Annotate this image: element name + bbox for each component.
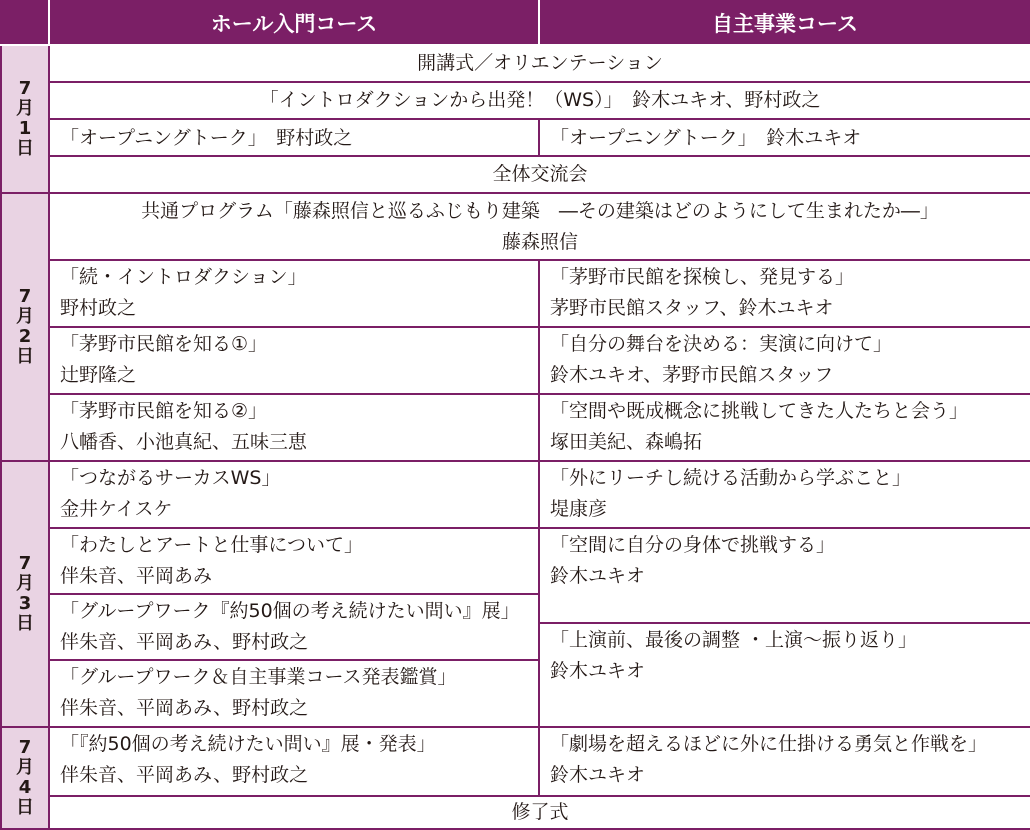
session-title: 「『約50個の考え続けたい問い』展・発表」 (60, 732, 436, 755)
day1-exchange-row (1, 156, 1030, 193)
day4-closing-row (1, 796, 1030, 829)
session-title: 「劇場を超えるほどに外に仕掛ける勇気と作戦を」 (550, 732, 988, 755)
day3-self-session-1 (539, 461, 1030, 527)
session-title: 「上演前、最後の調整 ・上演～振り返り」 (550, 628, 918, 651)
date-day4-month: 月 (16, 756, 34, 778)
day3-hall-session-2 (49, 528, 539, 594)
session-title: 「空間に自分の身体で挑戦する」 (550, 533, 836, 556)
session-speaker: 塚田美紀、森嶋拓 (550, 431, 703, 454)
session-speaker: 鈴木ユキオ (550, 659, 646, 682)
day2-common-row (1, 193, 1030, 260)
day1-opening: 開講式／オリエンテーション (49, 45, 1030, 82)
header-corner (1, 1, 49, 45)
session-title: 「グループワーク＆自主事業コース発表鑑賞」 (60, 665, 457, 688)
date-day3-daynum: 3 (18, 593, 32, 615)
day4-hall-session (49, 727, 539, 796)
date-day4-daynum: 4 (18, 776, 32, 798)
session-speaker: 辻野隆之 (60, 364, 137, 387)
session-speaker: 鈴木ユキオ (550, 763, 646, 786)
date-day4-day: 日 (16, 796, 34, 818)
session-speaker: 鈴木ユキオ、茅野市民館スタッフ (550, 364, 834, 387)
session-title: 「茅野市民館を知る①」 (60, 333, 268, 356)
session-title: 「空間や既成概念に挑戦してきた人たちと会う」 (550, 400, 969, 423)
day1-self-talk: 「オープニングトーク」 鈴木ユキオ (539, 119, 1030, 156)
day2-hall-session-1 (49, 260, 539, 327)
header-hall-course: ホール入門コース (49, 1, 539, 45)
session-speaker: 八幡香、小池真紀、五味三恵 (60, 431, 308, 454)
day2-row-2 (1, 327, 1030, 394)
date-day2-daynum: 2 (18, 326, 32, 348)
session-speaker: 金井ケイスケ (60, 498, 173, 521)
date-day3-month: 月 (16, 573, 34, 595)
session-title: 「続・イントロダクション」 (60, 266, 307, 289)
day2-common-title: 共通プログラム「藤森照信と巡るふじもり建築 ―その建築はどのようにして生まれたか―」 (141, 199, 939, 222)
date-day1-daynum: 1 (18, 118, 32, 140)
date-day3-day: 日 (16, 613, 34, 635)
day2-common-program (49, 193, 1030, 260)
session-speaker: 野村政之 (60, 297, 137, 320)
date-day4-num: 7 (18, 736, 32, 758)
day1-intro-row (1, 82, 1030, 119)
session-speaker: 伴朱音、平岡あみ (60, 564, 213, 587)
session-speaker: 伴朱音、平岡あみ、野村政之 (60, 763, 309, 786)
session-title: 「茅野市民館を知る②」 (60, 400, 268, 423)
day4-closing: 修了式 (49, 796, 1030, 829)
header-self-course: 自主事業コース (539, 1, 1030, 45)
day1-talk-row (1, 119, 1030, 156)
day3-hall-session-4 (49, 660, 539, 727)
date-day1 (1, 45, 49, 193)
day3-self-session-3 (539, 623, 1030, 727)
day1-intro: 「イントロダクションから出発！（WS）」 鈴木ユキオ、野村政之 (49, 82, 1030, 119)
date-day2-day: 日 (16, 346, 34, 368)
date-day2 (1, 193, 49, 461)
session-speaker: 鈴木ユキオ (550, 564, 646, 587)
day1-hall-talk: 「オープニングトーク」 野村政之 (49, 119, 539, 156)
day1-opening-row (1, 45, 1030, 82)
date-day1-day: 日 (16, 138, 34, 160)
date-day2-month: 月 (16, 306, 34, 328)
date-day2-num: 7 (18, 286, 32, 308)
session-speaker: 堤康彦 (550, 498, 608, 521)
day2-row-1 (1, 260, 1030, 327)
day2-self-session-2 (539, 327, 1030, 394)
date-day1-month: 月 (16, 98, 34, 120)
day2-hall-session-2 (49, 327, 539, 394)
header-row (1, 1, 1030, 45)
day3-self-session-2 (539, 528, 1030, 623)
day2-common-speaker: 藤森照信 (501, 230, 578, 253)
session-title: 「グループワーク『約50個の考え続けたい問い』展」 (60, 599, 520, 622)
session-title: 「茅野市民館を探検し、発見する」 (550, 266, 855, 289)
day3-hall-session-3 (49, 594, 539, 660)
session-title: 「つながるサーカスWS」 (60, 467, 281, 490)
day2-hall-session-3 (49, 394, 539, 461)
date-day1-num: 7 (18, 78, 32, 100)
day1-exchange: 全体交流会 (49, 156, 1030, 193)
session-speaker: 茅野市民館スタッフ、鈴木ユキオ (550, 297, 834, 320)
day3-hall-session-1 (49, 461, 539, 527)
day2-self-session-1 (539, 260, 1030, 327)
date-day3 (1, 461, 49, 726)
session-title: 「外にリーチし続ける活動から学ぶこと」 (550, 467, 912, 490)
session-speaker: 伴朱音、平岡あみ、野村政之 (60, 630, 309, 653)
day3-row-1 (1, 461, 1030, 527)
session-speaker: 伴朱音、平岡あみ、野村政之 (60, 696, 309, 719)
day4-self-session (539, 727, 1030, 796)
session-title: 「自分の舞台を決める：実演に向けて」 (550, 333, 893, 356)
day2-self-session-3 (539, 394, 1030, 461)
date-day4 (1, 727, 49, 829)
day3-row-2 (1, 528, 1030, 594)
session-title: 「わたしとアートと仕事について」 (60, 533, 364, 556)
day4-row-1 (1, 727, 1030, 796)
date-day3-num: 7 (18, 553, 32, 575)
day2-row-3 (1, 394, 1030, 461)
